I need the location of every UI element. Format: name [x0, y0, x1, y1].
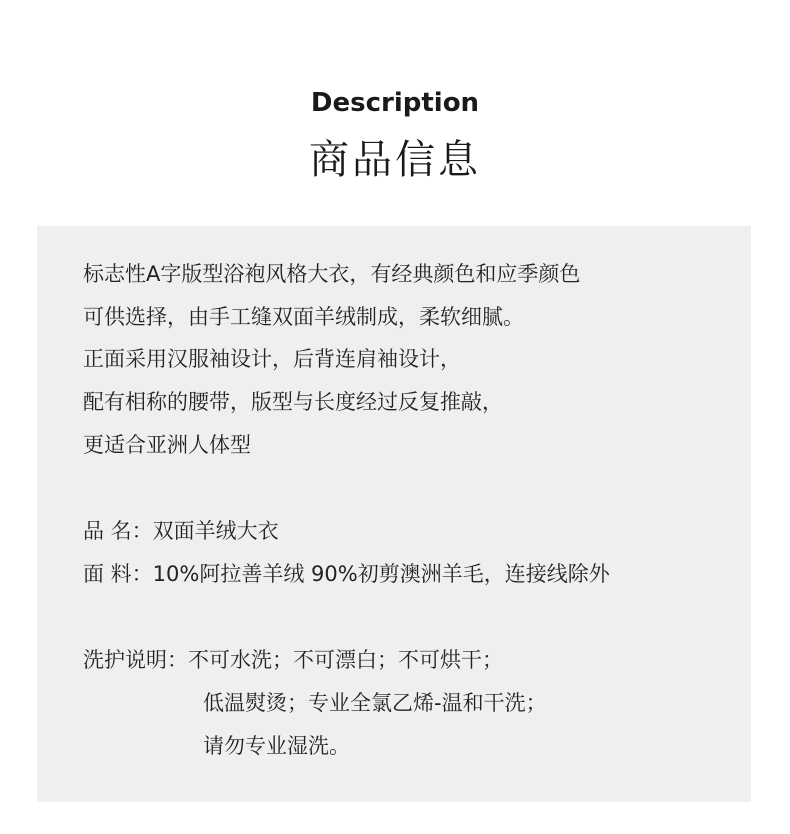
spec-material: 面 料：10%阿拉善羊绒 90%初剪澳洲羊毛，连接线除外	[83, 562, 610, 586]
description-line-4: 配有相称的腰带，版型与长度经过反复推敲，	[83, 390, 503, 414]
care-instructions-line-3: 请勿专业湿洗。	[203, 734, 350, 758]
description-line-1: 标志性A字版型浴袍风格大衣，有经典颜色和应季颜色	[83, 262, 581, 286]
heading-english: Description	[310, 88, 480, 118]
description-line-2: 可供选择，由手工缝双面羊绒制成，柔软细腻。	[83, 305, 524, 329]
heading-chinese: 商品信息	[309, 137, 481, 183]
care-instructions-line-2: 低温熨烫；专业全氯乙烯-温和干洗；	[203, 691, 547, 715]
spec-product-name: 品 名：双面羊绒大衣	[83, 519, 279, 543]
description-panel	[37, 226, 751, 802]
description-line-5: 更适合亚洲人体型	[83, 433, 251, 457]
care-instructions-line-1: 洗护说明：不可水洗；不可漂白；不可烘干；	[83, 648, 503, 672]
description-line-3: 正面采用汉服袖设计，后背连肩袖设计，	[83, 347, 461, 371]
